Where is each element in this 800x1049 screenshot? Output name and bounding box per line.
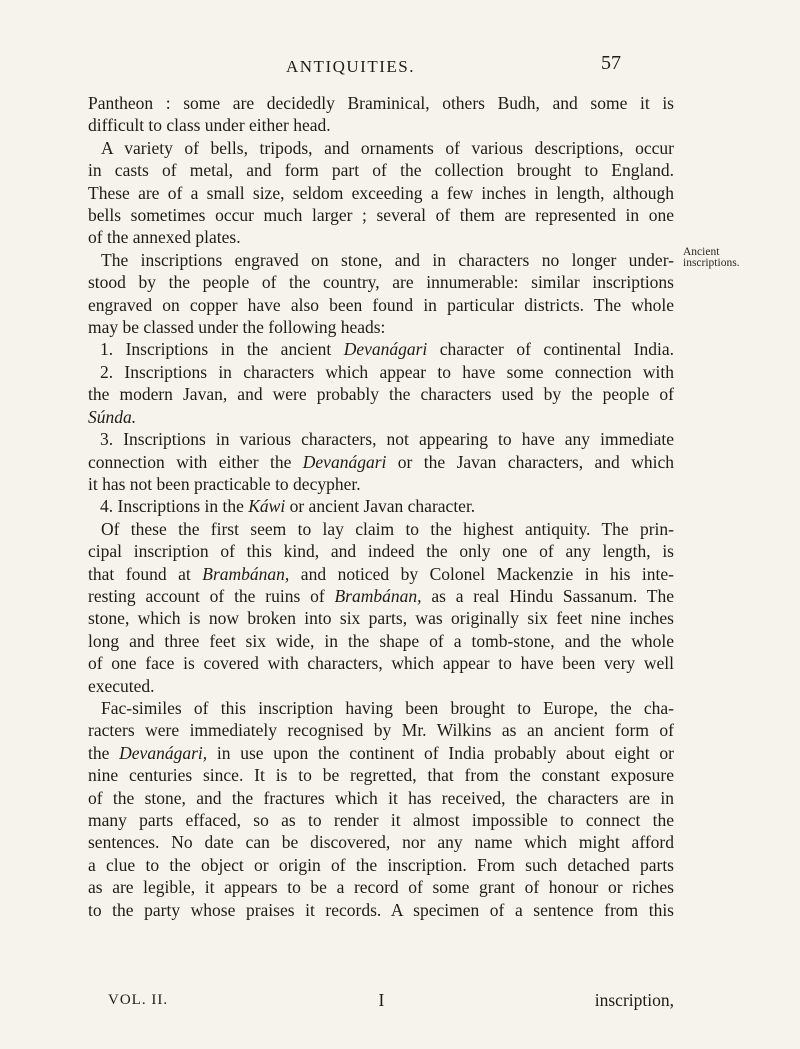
- text-line: 1. Inscriptions in the ancient Devanágari character of continental India.: [100, 339, 674, 360]
- text-line: 4. Inscriptions in the Káwi or ancient Javan character.: [100, 496, 476, 517]
- italic-term: Súnda.: [88, 406, 137, 427]
- italic-term: Devanágari: [302, 451, 387, 472]
- italic-term: Brambánan,: [202, 563, 290, 584]
- text-line: Fac-similes of this inscription having been brought to Europe, the cha-: [101, 697, 674, 718]
- text-line: a clue to the object or origin of the inscription. From such detached parts: [88, 854, 674, 875]
- text-line: many parts effaced, so as to render it almost impossible to connect the: [88, 810, 674, 830]
- text-line: Of these the first seem to lay claim to the highest antiquity. The prin-: [101, 518, 674, 539]
- text-line: that found at Brambánan, and noticed by Colonel Mackenzie in his inte-: [88, 563, 674, 584]
- text-line: to the party whose praises it records. A specimen of a sentence from this: [88, 899, 674, 920]
- italic-term: Devanágari,: [119, 742, 208, 763]
- text-line: as are legible, it appears to be a record of some grant of honour or riches: [88, 877, 674, 898]
- text-line: sentences. No date can be discovered, nor any name which might afford: [88, 832, 674, 853]
- text-line: stone, which is now broken into six parts, was originally six feet nine inches: [88, 608, 674, 629]
- text-line: of the annexed plates.: [88, 227, 241, 248]
- text-line: bells sometimes occur much larger ; several of them are represented in one: [88, 205, 674, 226]
- signature-mark: I: [378, 990, 385, 1010]
- running-title: ANTIQUITIES.: [286, 57, 415, 76]
- page-number: 57: [601, 52, 621, 74]
- text-line: long and three feet six wide, in the shape of a tomb-stone, and the whole: [88, 630, 674, 651]
- text-line: in casts of metal, and form part of the collection brought to England.: [88, 160, 674, 181]
- marginal-note-line: Ancient: [683, 246, 720, 258]
- text-line: engraved on copper have also been found in particular districts. The whole: [88, 294, 674, 315]
- marginal-note-line: inscriptions.: [683, 257, 740, 269]
- text-line: racters were immediately recognised by Mr. Wilkins as an ancient form of: [88, 720, 674, 741]
- text-line: it has not been practicable to decypher.: [88, 473, 361, 494]
- text-line: executed.: [88, 675, 155, 696]
- text-line: the modern Javan, and were probably the characters used by the people of: [88, 384, 674, 405]
- text-line: nine centuries since. It is to be regretted, that from the constant exposure: [88, 765, 674, 786]
- text-line: the Devanágari, in use upon the continent of India probably about eight or: [88, 742, 674, 763]
- text-line: stood by the people of the country, are innumerable: similar inscriptions: [88, 272, 674, 293]
- text-line: 3. Inscriptions in various characters, not appearing to have any immediate: [100, 429, 674, 450]
- italic-term: Devanágari: [343, 339, 428, 360]
- text-line: The inscriptions engraved on stone, and in characters no longer under-: [101, 249, 674, 270]
- text-line: A variety of bells, tripods, and ornaments of various descriptions, occur: [101, 137, 674, 158]
- italic-term: Brambánan,: [334, 585, 422, 606]
- text-line: of one face is covered with characters, which appear to have been very well: [88, 653, 674, 674]
- text-line: resting account of the ruins of Brambánan, as a real Hindu Sassanum. The: [88, 585, 674, 606]
- text-line: [88, 406, 674, 428]
- text-line: difficult to class under either head.: [88, 115, 331, 136]
- text-line: 2. Inscriptions in characters which appear to have some connection with: [100, 361, 674, 382]
- italic-term: Káwi: [248, 496, 286, 517]
- text-line: cipal inscription of this kind, and indeed the only one of any length, is: [88, 541, 674, 562]
- text-line: may be classed under the following heads:: [88, 317, 386, 338]
- marginal-note: [683, 247, 740, 269]
- body-text: [88, 92, 674, 921]
- volume-label: VOL. II.: [108, 992, 169, 1008]
- text-line: connection with either the Devanágari or the Javan characters, and which: [88, 451, 674, 472]
- text-line: of the stone, and the fractures which it has received, the characters are in: [88, 787, 674, 808]
- page-footer: [108, 990, 674, 1011]
- text-line: These are of a small size, seldom exceeding a few inches in length, although: [88, 182, 674, 203]
- text-line: Pantheon : some are decidedly Braminical, others Budh, and some it is: [88, 93, 674, 113]
- catchword: inscription,: [594, 990, 674, 1010]
